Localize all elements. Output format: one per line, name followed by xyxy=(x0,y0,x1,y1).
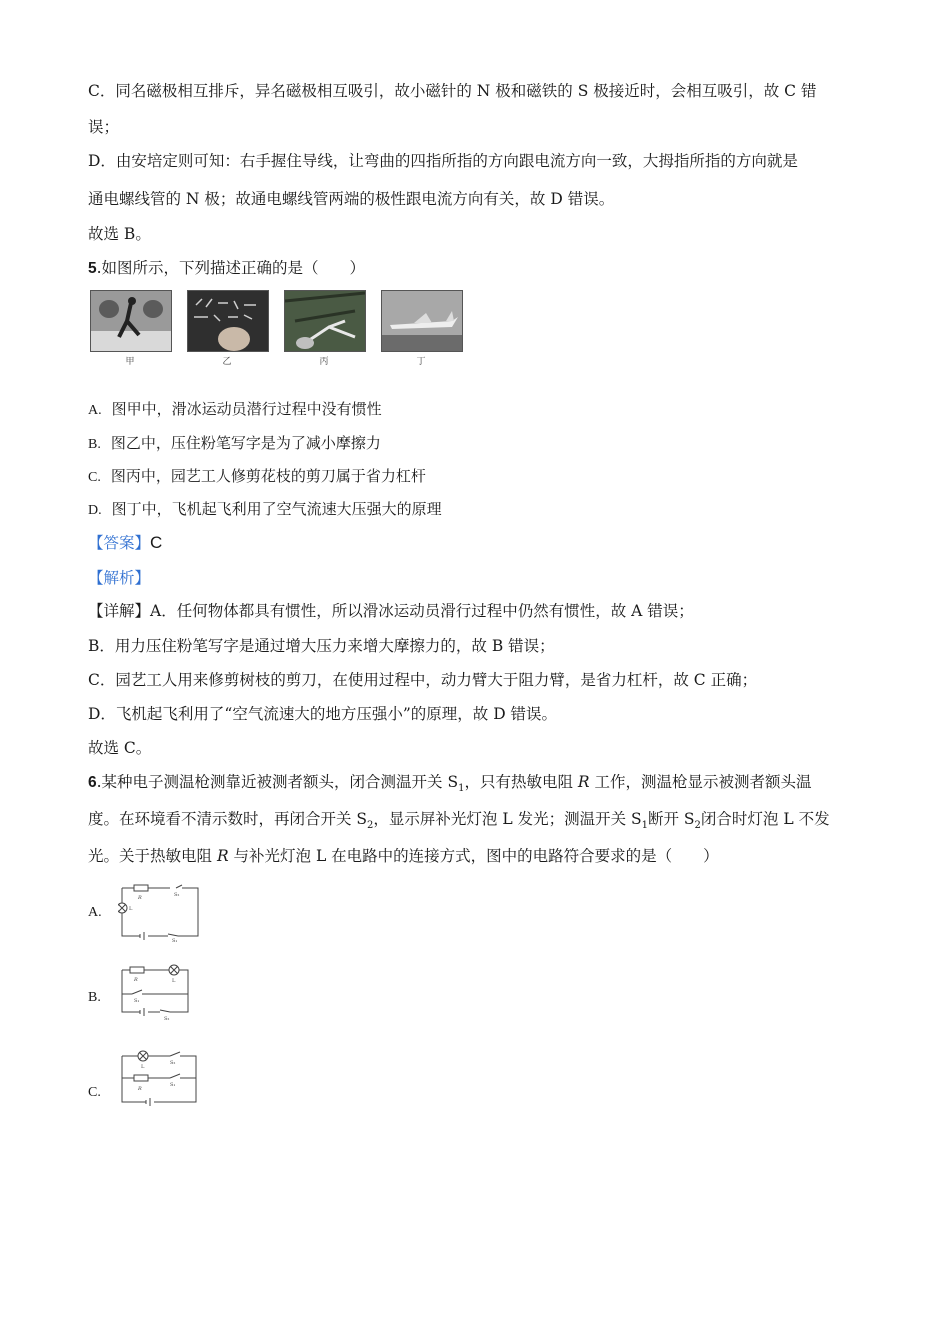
q5-detail-a: 【详解】A．任何物体都具有惯性，所以滑冰运动员滑行过程中仍然有惯性，故 A 错误； xyxy=(88,602,694,620)
q5-conclusion: 故选 C。 xyxy=(88,739,152,757)
photo-skater xyxy=(90,290,172,352)
q6-option-a-label: A. xyxy=(88,905,102,920)
circuit-a-s2: S₂ xyxy=(174,892,180,898)
circuit-c xyxy=(118,1048,200,1108)
prev-explanation-c-line1: C．同名磁极相互排斥，异名磁极相互吸引，故小磁针的 N 极和磁铁的 S 极接近时，会相互吸引，故 C 错 xyxy=(88,82,817,100)
q5-detail-d: D．飞机起飞利用了“空气流速大的地方压强小”的原理，故 D 错误。 xyxy=(88,705,558,723)
circuit-a-r: R xyxy=(138,895,142,901)
q6-option-c-label: C. xyxy=(88,1085,101,1100)
circuit-a-s1: S₁ xyxy=(172,938,178,942)
photo-pruning-shears xyxy=(284,290,366,352)
q5-photo-strip xyxy=(90,290,470,366)
q5-analysis-tag: 【解析】 xyxy=(88,569,151,587)
circuit-b-s1: S₁ xyxy=(134,998,140,1004)
q6-stem-line3: 光。关于热敏电阻 R 与补光灯泡 L 在电路中的连接方式，图中的电路符合要求的是（ ） xyxy=(88,847,719,865)
answer-tag: 【答案】 xyxy=(88,534,151,552)
resistor-icon xyxy=(130,967,144,973)
resistor-icon xyxy=(134,1075,148,1081)
q6-stem-line2: 度。在环境看不清示数时，再闭合开关 $S_2$，显示屏补光灯泡 L 发光；测温开关 $S_1$断开 $S_2$闭合时灯泡 L 不发 xyxy=(88,810,830,832)
photo-airplane xyxy=(381,290,463,352)
prev-conclusion: 故选 B。 xyxy=(88,225,151,243)
q6-option-b-label: B. xyxy=(88,990,101,1005)
circuit-b-l: L xyxy=(172,978,176,984)
q5-option-d: D. 图丁中，飞机起飞利用了空气流速大压强大的原理 xyxy=(88,500,442,518)
circuit-c-l: L xyxy=(141,1064,145,1070)
q5-detail-b: B．用力压住粉笔写字是通过增大压力来增大摩擦力的，故 B 错误； xyxy=(88,637,555,655)
q5-stem: 5.如图所示，下列描述正确的是（ ） xyxy=(88,259,366,277)
circuit-b xyxy=(118,962,196,1024)
photo-chalk-writing xyxy=(187,290,269,352)
prev-explanation-d-line1: D．由安培定则可知：右手握住导线，让弯曲的四指所指的方向跟电流方向一致，大拇指所指的方向就是 xyxy=(88,152,798,170)
circuit-b-r: R xyxy=(134,977,138,983)
resistor-icon xyxy=(134,885,148,891)
q5-detail-c: C．园艺工人用来修剪树枝的剪刀，在使用过程中，动力臂大于阻力臂，是省力杠杆，故 C 正确； xyxy=(88,671,758,689)
prev-explanation-d-line2: 通电螺线管的 N 极；故通电螺线管两端的极性跟电流方向有关，故 D 错误。 xyxy=(88,190,615,208)
q5-answer xyxy=(88,533,162,553)
photo-caption-ding: 丁 xyxy=(416,357,426,367)
circuit-a xyxy=(118,882,202,942)
answer-value: C xyxy=(150,533,163,552)
photo-caption-bing: 丙 xyxy=(319,357,329,367)
circuit-c-s1: S₁ xyxy=(170,1082,176,1088)
circuit-c-s2: S₂ xyxy=(170,1060,176,1066)
q5-option-a: A. 图甲中，滑冰运动员潜行过程中没有惯性 xyxy=(88,400,382,418)
circuit-c-r: R xyxy=(138,1086,142,1092)
prev-explanation-c-line2: 误； xyxy=(88,118,120,136)
q5-option-c: C. 图丙中，园艺工人修剪花枝的剪刀属于省力杠杆 xyxy=(88,467,426,485)
q6-stem-line1: 6.某种电子测温枪测靠近被测者额头，闭合测温开关 $S_1$，只有热敏电阻 R 工作，测温枪显示被测者额头温 xyxy=(88,773,812,795)
photo-caption-yi: 乙 xyxy=(222,357,232,367)
circuit-a-l: L xyxy=(129,906,133,912)
q5-option-b: B. 图乙中，压住粉笔写字是为了减小摩擦力 xyxy=(88,434,381,452)
photo-caption-jia: 甲 xyxy=(125,357,135,367)
circuit-b-s2: S₂ xyxy=(164,1016,170,1022)
